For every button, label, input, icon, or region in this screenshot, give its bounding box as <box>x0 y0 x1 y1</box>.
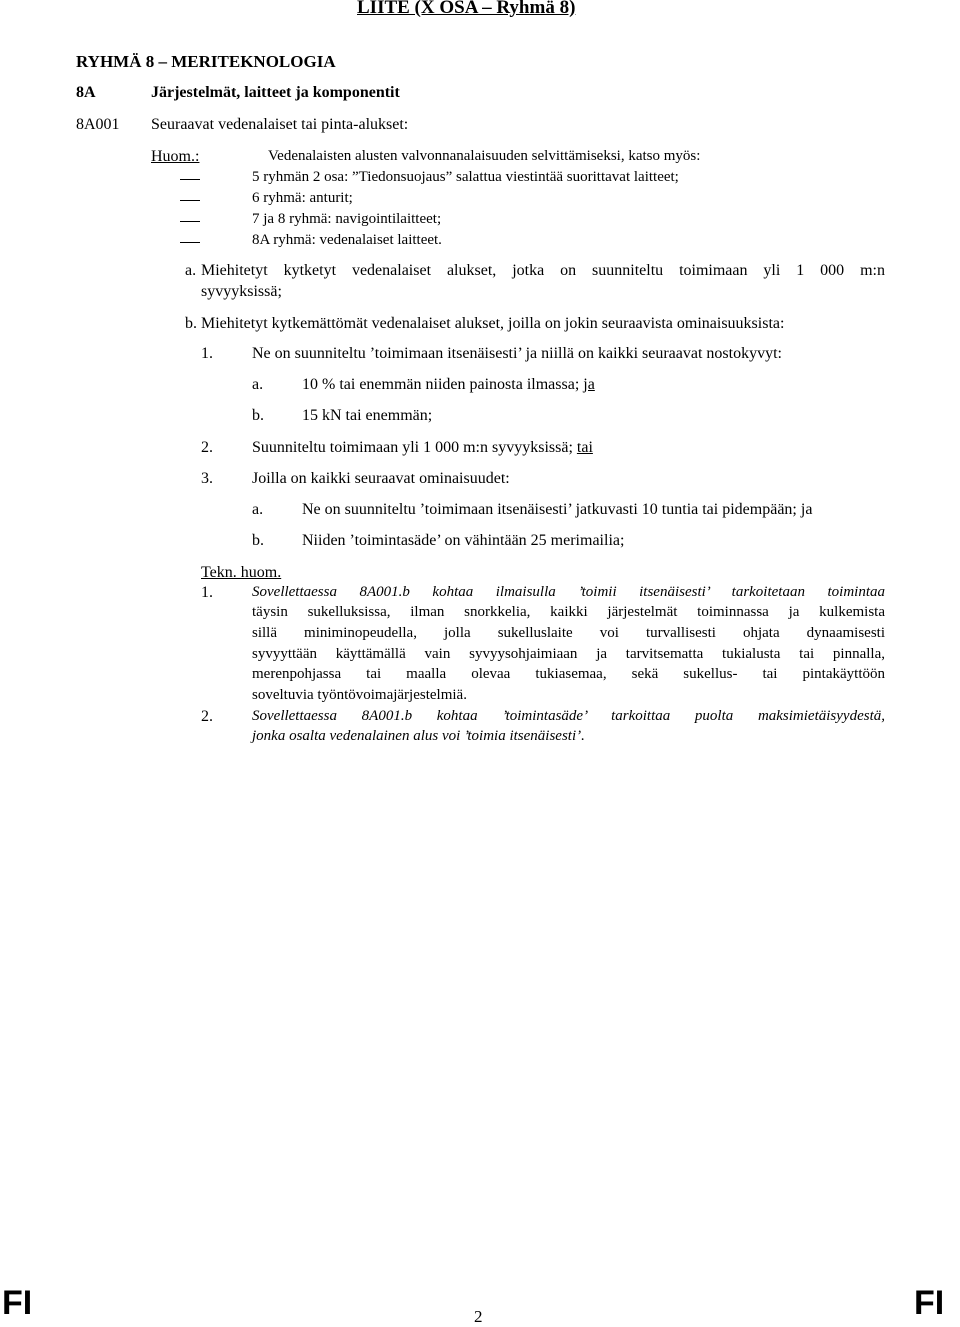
entry-b2-marker: 2. <box>201 439 213 456</box>
tech-note-2-line: Sovellettaessa 8A001.b kohtaa ’toimintasäde’ tarkoittaa puolta maksimietäisyydestä, <box>252 708 885 724</box>
entry-b1b-text: 15 kN tai enemmän; <box>302 407 433 424</box>
tech-note-2-line: jonka osalta vedenalainen alus voi ’toimia itsenäisesti’. <box>252 728 585 744</box>
group-heading: RYHMÄ 8 – MERITEKNOLOGIA <box>76 52 336 71</box>
dash-icon <box>180 200 200 201</box>
entry-b-text: Miehitetyt kytkemättömät vedenalaiset alukset, joilla on jokin seuraavista ominaisuuksista: <box>201 315 785 332</box>
tech-note-1-line: merenpohjassa tai maalla olevaa tukiasemaa, sekä sukellus- tai pintakäyttöön <box>252 666 885 682</box>
entry-b3-text: Joilla on kaikki seuraavat ominaisuudet: <box>252 470 510 487</box>
entry-b2-text: Suunniteltu toimimaan yli 1 000 m:n syvyyksissä; tai <box>252 439 593 456</box>
page-header-title: LIITE (X OSA – Ryhmä 8) <box>357 0 576 18</box>
entry-b3a-text: Ne on suunniteltu ’toimimaan itsenäisesti’ jatkuvasti 10 tuntia tai pidempään; ja <box>302 501 813 518</box>
tech-note-1-line: täysin sukelluksissa, ilman snorkkelia, kaikki järjestelmät toiminnassa ja kulkemista <box>252 604 885 620</box>
note-ref: 5 ryhmän 2 osa: ”Tiedonsuojaus” salattua viestintää suorittavat laitteet; <box>252 169 679 185</box>
dash-icon <box>180 242 200 243</box>
section-title: Järjestelmät, laitteet ja komponentit <box>151 84 400 101</box>
footer-lang-left: FI <box>2 1284 33 1322</box>
entry-b1-text: Ne on suunniteltu ’toimimaan itsenäisesti’ ja niillä on kaikki seuraavat nostokyvyt: <box>252 345 782 362</box>
entry-b3-marker: 3. <box>201 470 213 487</box>
tech-note-1-line: soveltuvia työntövoimajärjestelmiä. <box>252 687 467 703</box>
entry-a-line1: Miehitetyt kytketyt vedenalaiset alukset, jotka on suunniteltu toimimaan yli 1 000 m:n <box>201 262 885 279</box>
dash-icon <box>180 221 200 222</box>
tech-note-1-line: syvyyttään käyttämällä vain syvyysohjaimiaan ja tarvitsematta tukialusta tai pinnalla, <box>252 646 885 662</box>
note-ref: 8A ryhmä: vedenalaiset laitteet. <box>252 232 442 248</box>
footer-lang-right: FI <box>914 1284 945 1322</box>
entry-b1-marker: 1. <box>201 345 213 362</box>
entry-a-marker: a. <box>185 262 197 279</box>
dash-icon <box>180 179 200 180</box>
tech-note-1-marker: 1. <box>201 584 213 601</box>
entry-b1b-marker: b. <box>252 407 264 424</box>
item-title: Seuraavat vedenalaiset tai pinta-alukset: <box>151 116 409 133</box>
tech-note-2-marker: 2. <box>201 708 213 725</box>
section-code: 8A <box>76 84 96 101</box>
note-label: Huom.: <box>151 148 200 165</box>
entry-b3a-marker: a. <box>252 501 264 518</box>
tech-note-label: Tekn. huom. <box>201 564 282 581</box>
entry-b-marker: b. <box>185 315 197 332</box>
tech-note-1-line: sillä miniminopeudella, jolla sukelluslaite voi turvallisesti ohjata dynaamisesti <box>252 625 885 641</box>
note-ref: 7 ja 8 ryhmä: navigointilaitteet; <box>252 211 442 227</box>
item-code: 8A001 <box>76 116 120 133</box>
entry-a-line2: syvyyksissä; <box>201 283 282 300</box>
note-ref: 6 ryhmä: anturit; <box>252 190 353 206</box>
tech-note-1-line: Sovellettaessa 8A001.b kohtaa ilmaisulla ’toimii itsenäisesti’ tarkoitetaan toimintaa <box>252 584 885 600</box>
entry-b3b-text: Niiden ’toimintasäde’ on vähintään 25 merimailia; <box>302 532 625 549</box>
footer-page-number: 2 <box>474 1307 483 1326</box>
entry-b1a-marker: a. <box>252 376 264 393</box>
note-intro: Vedenalaisten alusten valvonnanalaisuuden selvittämiseksi, katso myös: <box>268 148 701 164</box>
entry-b1a-text: 10 % tai enemmän niiden painosta ilmassa; ja <box>302 376 595 393</box>
entry-b3b-marker: b. <box>252 532 264 549</box>
